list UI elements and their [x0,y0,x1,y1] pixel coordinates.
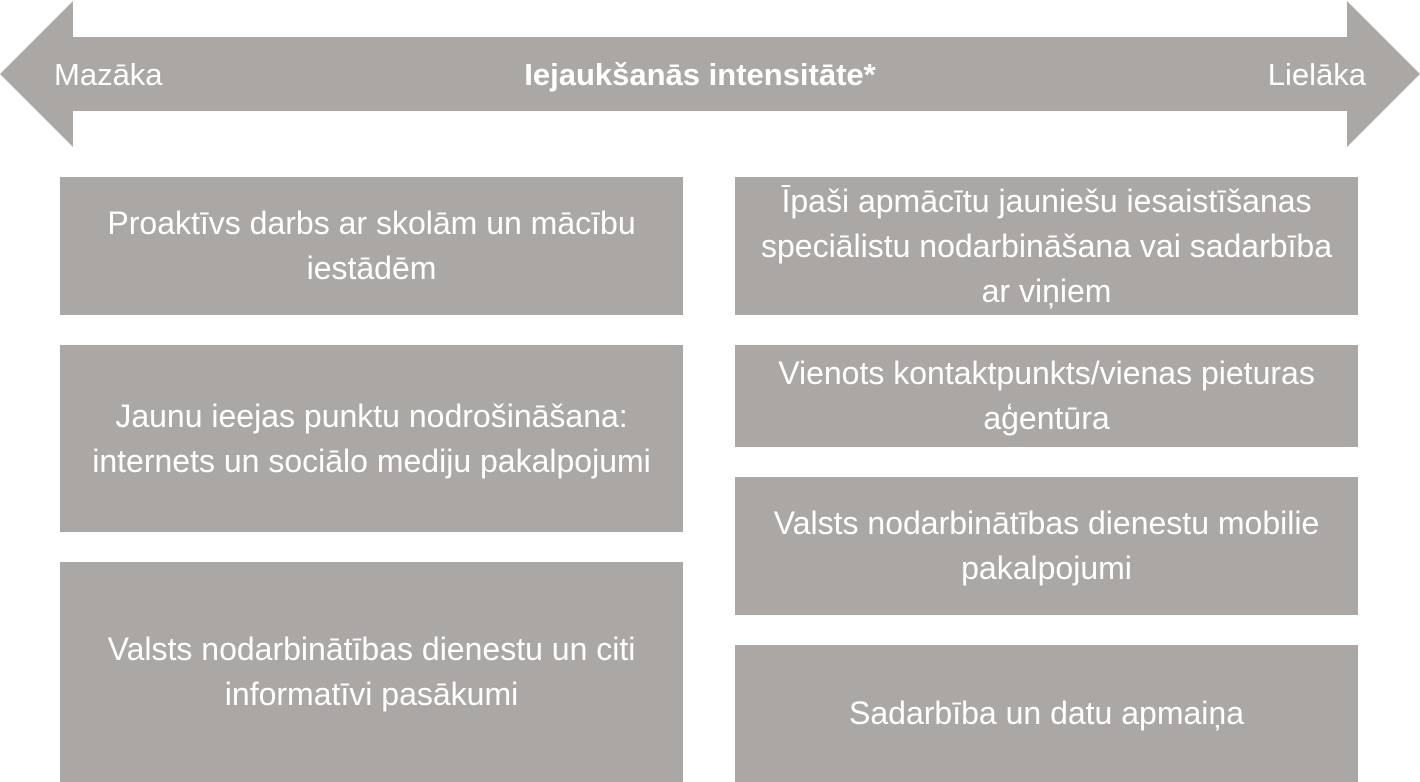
right-box-data-exchange [735,645,1358,782]
left-box-information-events [60,562,683,782]
right-box-data-exchange-text: Sadarbība un datu apmaiņa [849,695,1244,731]
left-box-schools [60,177,683,315]
left-box-entry-points-text: Jaunu ieejas punktu nodrošināšana: internets un sociālo mediju pakalpojumi [92,397,651,479]
left-box-information-events-text: Valsts nodarbinātības dienestu un citi informatīvi pasākumi [107,631,636,712]
left-box-schools-text: Proaktīvs darbs ar skolām un mācību iestādēm [107,205,636,286]
right-box-mobile-services [735,477,1358,615]
arrow-label-more: Lielāka [1267,57,1366,92]
arrow-label-less: Mazāka [54,57,163,92]
left-box-entry-points [60,345,683,532]
right-box-mobile-services-text: Valsts nodarbinātības dienestu mobilie pakalpojumi [773,505,1320,586]
arrow-label-intensity: Iejaukšanās intensitāte* [524,57,876,92]
right-box-youth-specialists-text: Īpaši apmācītu jauniešu iesaistīšanas speciālistu nodarbināšana vai sadarbība ar viņiem [760,182,1333,309]
right-box-one-stop-shop [735,345,1358,447]
right-box-youth-specialists [735,177,1358,315]
right-box-one-stop-shop-text: Vienots kontaktpunkts/vienas pieturas aģentūra [778,355,1315,436]
